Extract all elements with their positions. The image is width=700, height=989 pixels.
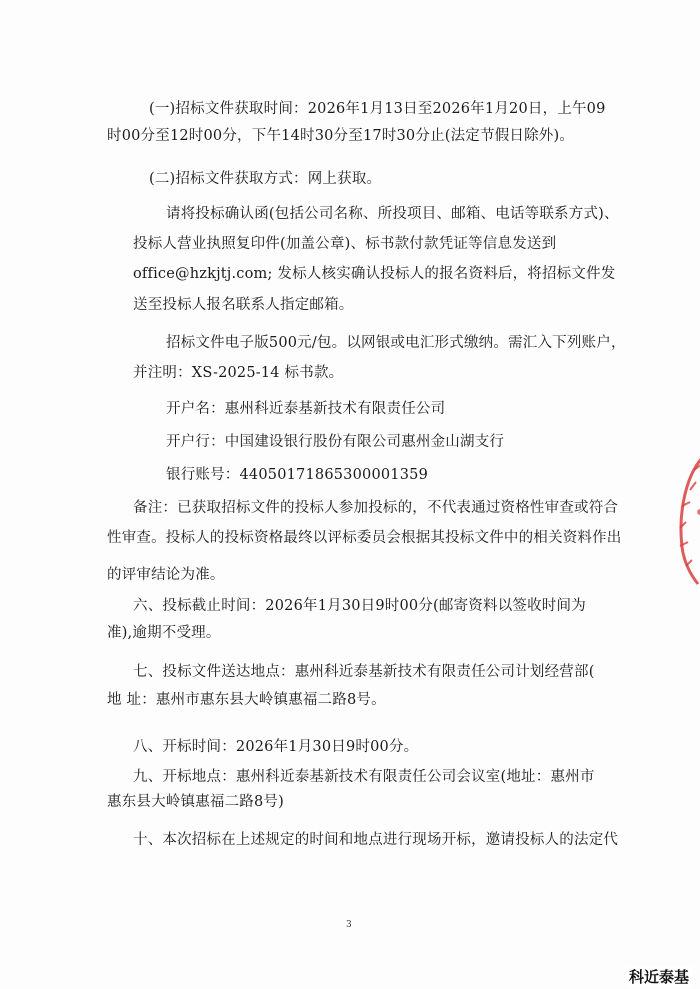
text-line-15: 的评审结论为准。	[107, 567, 225, 583]
text-line-23: 十、本次招标在上述规定的时间和地点进行现场开标，邀请投标人的法定代	[133, 832, 619, 848]
text-line-20: 八、开标时间：2026年1月30日9时00分。	[133, 739, 419, 755]
page-number: 3	[346, 920, 352, 930]
text-line-21: 九、开标地点：惠州科近泰基新技术有限责任公司会议室(地址：惠州市	[133, 769, 595, 785]
text-line-4: 请将投标确认函(包括公司名称、所投项目、邮箱、电话等联系方式)、	[166, 206, 619, 222]
text-line-5: 投标人营业执照复印件(加盖公章)、标书款付款凭证等信息发送到	[133, 236, 557, 252]
text-line-11: 开户行：中国建设银行股份有限公司惠州金山湖支行	[166, 434, 505, 450]
text-line-13: 备注：已获取招标文件的投标人参加投标的，不代表通过资格性审查或符合	[133, 500, 619, 516]
text-line-19: 地 址：惠州市惠东县大岭镇惠福二路8号。	[107, 692, 386, 708]
watermark: 科近泰基	[626, 966, 692, 987]
text-line-12: 银行账号：44050171865300001359	[166, 467, 429, 483]
text-line-7: 送至投标人报名联系人指定邮箱。	[133, 297, 354, 313]
text-line-18: 七、投标文件送达地点：惠州科近泰基新技术有限责任公司计划经营部(	[133, 664, 595, 680]
text-line-1: (一)招标文件获取时间：2026年1月13日至2026年1月20日，上午09	[149, 101, 606, 117]
text-line-8: 招标文件电子版500元/包。以网银或电汇形式缴纳。需汇入下列账户，	[166, 335, 626, 351]
text-line-10: 开户名：惠州科近泰基新技术有限责任公司	[166, 401, 446, 417]
text-line-16: 六、投标截止时间：2026年1月30日9时00分(邮寄资料以签收时间为	[133, 598, 586, 614]
text-line-14: 性审查。投标人的投标资格最终以评标委员会根据其投标文件中的相关资料作出	[107, 530, 622, 546]
text-line-6: office@hzkjtj.com; 发标人核实确认投标人的报名资料后，将招标文件发	[133, 266, 616, 282]
text-line-17: 准),逾期不受理。	[107, 625, 221, 641]
text-line-22: 惠东县大岭镇惠福二路8号)	[107, 794, 284, 810]
text-line-2: 时00分至12时00分，下午14时30分至17时30分止(法定节假日除外)。	[107, 128, 575, 144]
text-line-3: (二)招标文件获取方式：网上获取。	[149, 171, 382, 187]
seal-stamp	[676, 452, 700, 587]
text-line-9: 并注明：XS-2025-14 标书款。	[133, 365, 344, 381]
